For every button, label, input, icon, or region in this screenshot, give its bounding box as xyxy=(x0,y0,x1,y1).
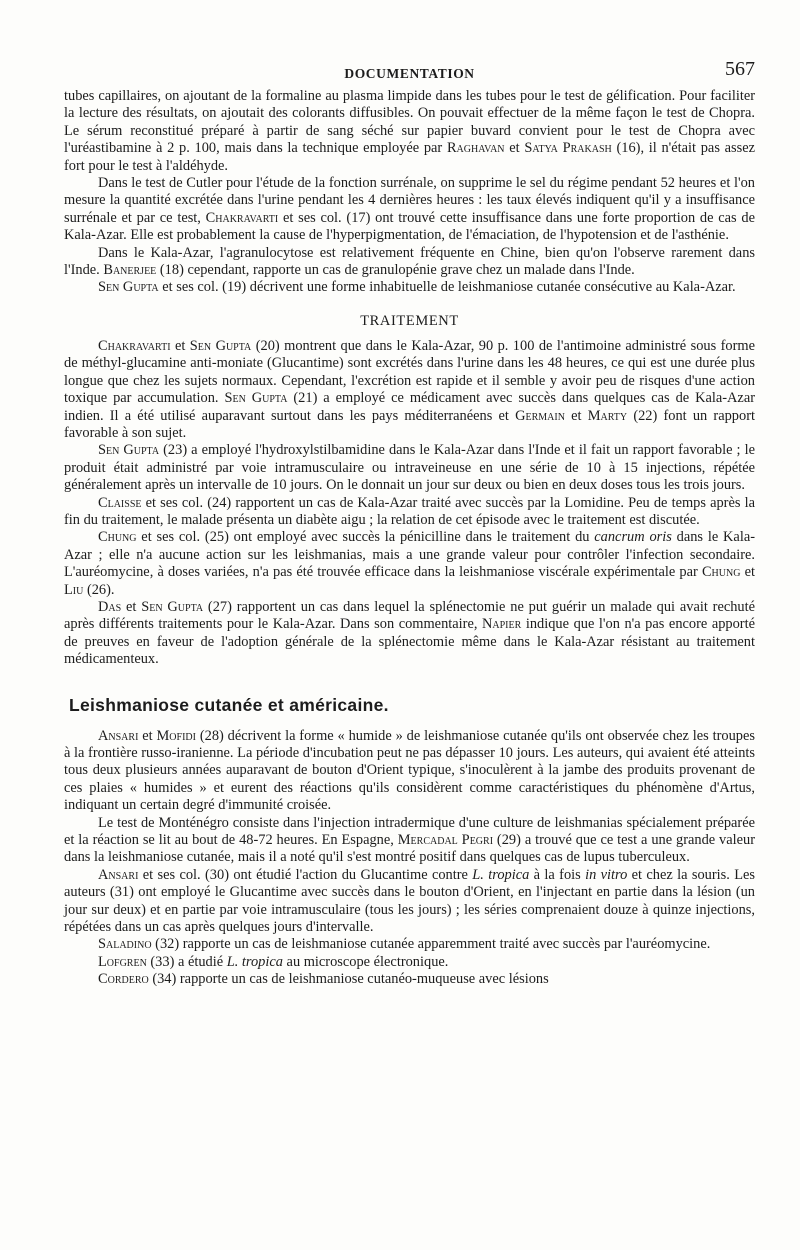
paragraph: Dans le Kala-Azar, l'agranulocytose est relativement fréquente en Chine, bien qu'on l'observe rarement dans l'Inde. Banerjee (18) cependant, rapporte un cas de granulopénie grave chez un malade dans l'Inde. xyxy=(64,244,755,279)
author-name: Mercadal Pegri xyxy=(397,832,494,849)
italic-term: in vitro xyxy=(585,866,628,883)
author-name: Raghavan xyxy=(446,140,505,157)
paragraph: Cordero (34) rapporte un cas de leishmaniose cutanéo-muqueuse avec lésions xyxy=(98,971,549,988)
traitement-section xyxy=(64,338,755,669)
italic-term: L. tropica xyxy=(472,866,530,883)
author-name: Chakravarti xyxy=(205,209,279,226)
paragraph: Sen Gupta et ses col. (19) décrivent une forme inhabituelle de leishmaniose cutanée consécutive au Kala-Azar. xyxy=(98,279,736,296)
author-name: Germain xyxy=(515,407,565,424)
author-name: Sen Gupta xyxy=(224,390,288,407)
author-name: Napier xyxy=(481,616,522,633)
paragraph: Dans le test de Cutler pour l'étude de la fonction surrénale, on supprime le sel du régime pendant 52 heures et l'on mesure la quantité excrétée dans l'urine pendant les 4 dernières heures : les taux élevés indiquent qu'il y a insuffisance surrénale et par ce test, Chakravarti et ses col. (17) ont trouvé cette insuffisance dans une forte proportion de cas de Kala-Azar. Elle est probablement la cause de l'hyperpigmentation, de l'émaciation, de l'hypotension et de l'asthénie. xyxy=(64,175,755,244)
running-title: DOCUMENTATION xyxy=(344,66,475,81)
author-name: Cordero xyxy=(98,971,149,988)
author-name: Banerjee xyxy=(103,262,157,279)
author-name: Lofgren xyxy=(98,953,147,970)
author-name: Ansari xyxy=(98,727,139,744)
author-name: Claisse xyxy=(98,494,142,511)
section-heading-traitement: TRAITEMENT xyxy=(360,312,459,329)
author-name: Saladino xyxy=(98,936,152,953)
author-name: Chakravarti xyxy=(98,337,171,354)
author-name: Mofidi xyxy=(156,727,196,744)
page-number: 567 xyxy=(725,58,755,80)
paragraph: Chakravarti et Sen Gupta (20) montrent que dans le Kala-Azar, 90 p. 100 de l'antimoine administré sous forme de méthyl-glucamine anti-moniate (Glucantime) sont excrétés dans l'urine dans les 48 heures, ce qui est une durée plus longue que chez les sujets normaux. Cependant, l'excrétion est rapide et il semble y avoir peu de risques d'une action toxique par accumulation. Sen Gupta (21) a employé ce médicament avec succès dans quelques cas de Kala-Azar indien. Il a été utilisé auparavant surtout dans les pays méditerranéens et Germain et Marty (22) font un rapport favorable à son sujet. xyxy=(64,337,756,441)
paragraph: Saladino (32) rapporte un cas de leishmaniose cutanée apparemment traité avec succès par l'auréomycine. xyxy=(98,936,711,953)
author-name: Ansari xyxy=(98,866,139,883)
paragraph: Ansari et Mofidi (28) décrivent la forme « humide » de leishmaniose cutanée qu'ils ont observée chez les troupes à la frontière russo-iranienne. La période d'incubation peut ne pas dépasser 10 jours. Les auteurs, qui avaient été atteints tous deux plusieurs années auparavant de bouton d'Orient typique, s'inoculèrent à la jambe des produits provenant de ces plaies « humides » et eurent des réactions qu'ils considèrent comme caractéristiques du phénomène d'Artus, indiquant un certain degré d'immunité croisée. xyxy=(64,727,755,814)
author-name: Satya Prakash xyxy=(524,140,612,157)
paragraph: tubes capillaires, on ajoutant de la formaline au plasma limpide dans les tubes pour le test de gélification. Pour faciliter la lecture des résultats, on ajoutait des colorants diffusibles. On pouvait effectuer de la même façon le test de Chopra. Le sérum reconstitué préparé à partir de sang séché sur papier buvard convient pour le test de Chopra avec l'uréastibamine à 2 p. 100, mais dans la technique employée par Raghavan et Satya Prakash (16), il n'était pas assez fort pour le test à l'aldéhyde. xyxy=(64,88,755,174)
italic-term: cancrum oris xyxy=(594,529,672,546)
author-name: Sen Gupta xyxy=(141,598,204,615)
author-name: Das xyxy=(98,598,122,615)
author-name: Chung xyxy=(98,529,137,546)
author-name: Liu xyxy=(64,581,84,598)
leishmaniose-section xyxy=(64,728,755,989)
paragraph: Chung et ses col. (25) ont employé avec succès la pénicilline dans le traitement du cancrum oris dans le Kala-Azar ; elle n'a aucune action sur les leishmanias, mais a une grande valeur pour contrôler l'infection secondaire. L'auréomycine, à doses variées, n'a pas été trouvée efficace dans la leishmaniose viscérale expérimentale par Chung et Liu (26). xyxy=(64,529,756,598)
intro-section xyxy=(64,88,755,297)
author-name: Sen Gupta xyxy=(189,337,252,354)
paragraph: Ansari et ses col. (30) ont étudié l'action du Glucantime contre L. tropica à la fois in vitro et chez la souris. Les auteurs (31) ont employé le Glucantime avec succès dans le bouton d'Orient, en l'injectant en partie dans la lésion (un jour sur deux) et en partie par voie intramusculaire (tous les jours) ; les séries comprenaient douze à quinze injections, répétées dans un cas après quelques jours d'intervalle. xyxy=(64,866,756,936)
italic-term: L. tropica xyxy=(226,953,283,970)
paragraph: Sen Gupta (23) a employé l'hydroxylstilbamidine dans le Kala-Azar dans l'Inde et il fait un rapport favorable ; le produit était administré par voie intramusculaire ou intraveineuse en une série de 10 à 15 injections, répétée généralement après un intervalle de 10 jours. On le donnait un jour sur deux ou bien en deux doses tous les trois jours. xyxy=(64,442,755,494)
section-heading-leishmaniose: Leishmaniose cutanée et américaine. xyxy=(69,694,389,715)
author-name: Sen Gupta xyxy=(98,279,159,296)
paragraph: Claisse et ses col. (24) rapportent un cas de Kala-Azar traité avec succès par la Lomidine. Peu de temps après la fin du traitement, le malade présenta un diabète aigu ; la relation de cet épisode avec le traitement est discutée. xyxy=(64,494,755,528)
running-header xyxy=(64,58,755,88)
paragraph: Le test de Monténégro consiste dans l'injection intradermique d'une culture de leishmanias spécialement préparée et la réaction se lit au bout de 48-72 heures. En Espagne, Mercadal Pegri (29) a trouvé que ce test a une grande valeur dans la leishmaniose cutanée, mais il a noté qu'il s'est montré positif dans quelques cas de lupus tuberculeux. xyxy=(64,814,756,866)
paragraph: Lofgren (33) a étudié L. tropica au microscope électronique. xyxy=(98,953,449,970)
author-name: Sen Gupta xyxy=(98,442,160,459)
author-name: Chung xyxy=(701,564,741,581)
paragraph: Das et Sen Gupta (27) rapportent un cas dans lequel la splénectomie ne put guérir un malade qui avait rechuté après différents traitements pour le Kala-Azar. Dans son commentaire, Napier indique que l'on n'a pas encore apporté de preuves en faveur de l'adoption générale de la splénectomie même dans le Kala-Azar résistant au traitement médicamenteux. xyxy=(64,598,755,668)
author-name: Marty xyxy=(587,407,628,424)
